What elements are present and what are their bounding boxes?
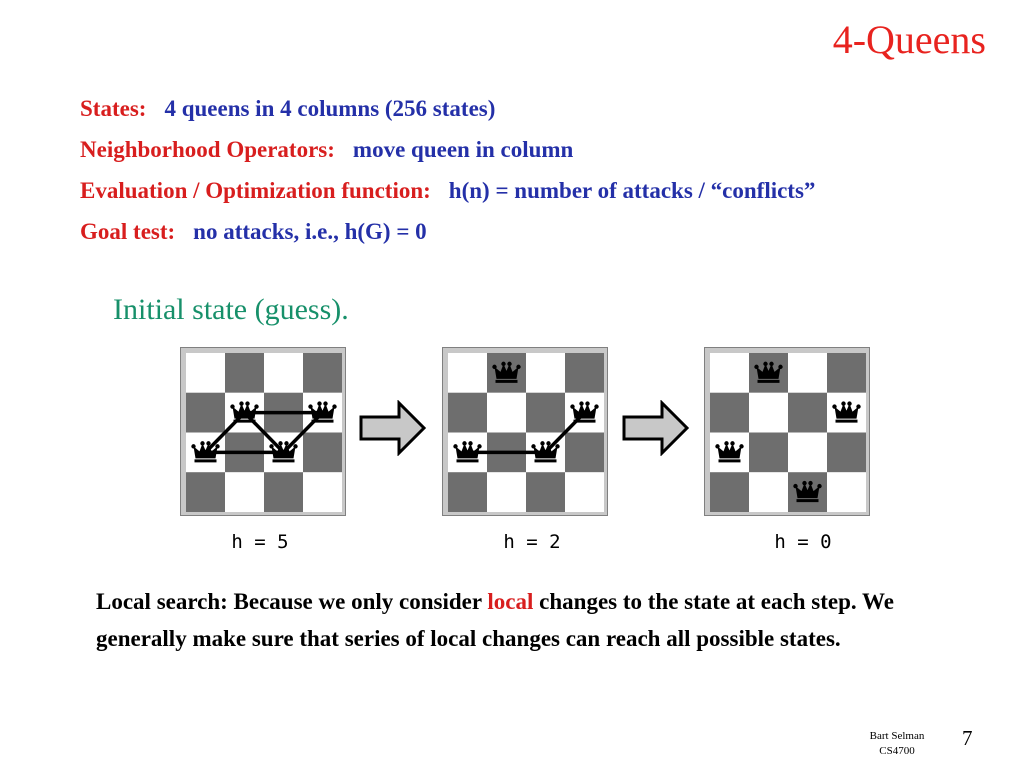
footer-credit	[852, 729, 942, 759]
board-square	[448, 472, 487, 512]
board-initial-grid	[186, 353, 342, 512]
board-square	[749, 433, 788, 473]
board-square	[827, 353, 866, 393]
right-arrow-icon	[359, 400, 427, 456]
right-arrow-icon	[622, 400, 690, 456]
paragraph-text-start: Local search: Because we only consider	[96, 589, 488, 614]
board-square	[225, 353, 264, 393]
board-square	[827, 433, 866, 473]
board-square	[526, 353, 565, 393]
board-square	[186, 472, 225, 512]
board-square	[749, 472, 788, 512]
board-square	[788, 433, 827, 473]
board-square	[788, 393, 827, 433]
board-square	[264, 353, 303, 393]
operators-label: Neighborhood Operators:	[80, 137, 335, 162]
board-square	[303, 472, 342, 512]
board-square	[788, 353, 827, 393]
board-goal-grid	[710, 353, 866, 512]
board-square	[448, 393, 487, 433]
board-square	[264, 472, 303, 512]
evaluation-label: Evaluation / Optimization function:	[80, 178, 431, 203]
board-square	[749, 393, 788, 433]
initial-state-caption: Initial state (guess).	[113, 293, 349, 326]
footer-author: Bart Selman	[869, 730, 925, 742]
goal-test-value: no attacks, i.e., h(G) = 0	[193, 219, 427, 244]
goal-test-label: Goal test:	[80, 219, 176, 244]
paragraph-text-end: changes to the state at each step. We generally make sure that series of local changes can reach all possible states.	[96, 589, 894, 651]
board-step-one	[442, 347, 608, 516]
states-value: 4 queens in 4 columns (256 states)	[164, 96, 496, 121]
board-square	[710, 353, 749, 393]
board-goal	[704, 347, 870, 516]
board-square	[710, 472, 749, 512]
h-value-step-one: h = 2	[503, 531, 561, 553]
evaluation-row	[80, 173, 815, 214]
definition-list	[80, 91, 815, 255]
local-highlight: local	[487, 589, 534, 614]
board-square	[303, 353, 342, 393]
states-row	[80, 91, 815, 132]
h-value-initial: h = 5	[231, 531, 289, 553]
board-square	[487, 472, 526, 512]
states-label: States:	[80, 96, 147, 121]
board-square	[526, 393, 565, 433]
board-square	[487, 393, 526, 433]
board-square	[303, 433, 342, 473]
board-square	[565, 353, 604, 393]
board-square	[186, 353, 225, 393]
board-square	[827, 472, 866, 512]
h-value-goal: h = 0	[774, 531, 832, 553]
footer-course: CS4700	[879, 745, 915, 757]
goal-test-row	[80, 214, 815, 255]
page-number: 7	[962, 726, 973, 750]
board-square	[225, 472, 264, 512]
operators-row	[80, 132, 815, 173]
local-search-paragraph	[96, 583, 916, 657]
board-square	[710, 393, 749, 433]
board-square	[565, 472, 604, 512]
board-square	[565, 433, 604, 473]
board-initial	[180, 347, 346, 516]
board-square	[448, 353, 487, 393]
board-square	[526, 472, 565, 512]
evaluation-value: h(n) = number of attacks / “conflicts”	[448, 178, 816, 203]
slide-title: 4-Queens	[832, 17, 986, 62]
operators-value: move queen in column	[352, 137, 574, 162]
board-square	[186, 393, 225, 433]
board-step-one-grid	[448, 353, 604, 512]
